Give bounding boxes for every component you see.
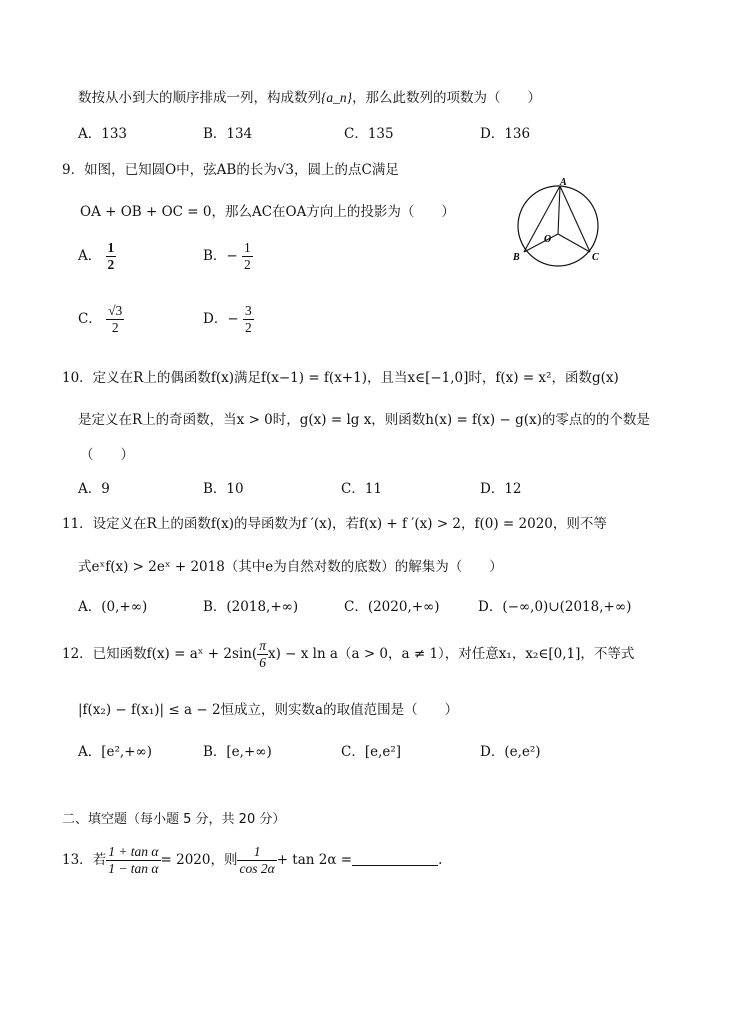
q13-frac1-num: 1 + tan α (108, 844, 159, 859)
q8-option-d: D．136 (480, 126, 531, 142)
q13-end: . (438, 852, 443, 868)
q12-pi-over-6 (257, 638, 268, 671)
q10-line3: （ ） (80, 447, 134, 463)
q11-line1: 11．设定义在R上的函数f(x)的导函数为f ′(x)，若f(x) + f ′(x) > 2，f(0) = 2020，则不等 (62, 516, 607, 532)
q13-frac2-num: 1 (237, 844, 276, 861)
q12-line1-post: x) − x ln a（a > 0，a ≠ 1），对任意x₁，x₂∈[0,1]，不等式 (267, 646, 635, 662)
q13-mid: = 2020，则 (160, 852, 238, 868)
chord-ac (560, 186, 590, 252)
q9-option-a-fraction (106, 240, 117, 273)
q9-line2: OA + OB + OC = 0，那么AC在OA方向上的投影为（ ） (80, 204, 455, 220)
q12-frac-den: 6 (259, 655, 266, 670)
q9-option-d (203, 303, 254, 336)
label-b: B (513, 252, 520, 263)
q11-line2: 式eˣf(x) > 2eˣ + 2018（其中e为自然对数的底数）的解集为（ ） (78, 559, 503, 575)
q9-c-den: 2 (111, 320, 119, 335)
q8-text-after: ，那么此数列的项数为（ ） (352, 90, 542, 106)
q9-option-c (78, 303, 124, 336)
q11-option-d: D．(−∞,0)∪(2018,+∞) (478, 599, 632, 615)
q12-frac-num: π (259, 638, 266, 653)
q9-option-b-fraction (242, 240, 253, 273)
q9-b-den: 2 (244, 257, 251, 272)
q12-option-c: C．[e,e²] (341, 744, 402, 760)
q8-option-b: B．134 (203, 126, 253, 142)
q13-frac2-den: cos 2α (239, 861, 275, 876)
q12-line2: |f(x₂) − f(x₁)| ≤ a − 2恒成立，则实数a的取值范围是（ ） (78, 702, 459, 718)
q13-suffix: + tan 2α = (276, 852, 353, 868)
q11-option-c: C．(2020,+∞) (344, 599, 440, 615)
q13-line (62, 844, 442, 877)
q8-text-before: 数按从小到大的顺序排成一列，构成数列 (78, 90, 321, 106)
q10-line1: 10．定义在R上的偶函数f(x)满足f(x−1) = f(x+1)，且当x∈[−1,0]时，f(x) = x²，函数g(x) (62, 370, 619, 386)
q9-option-d-fraction (243, 303, 254, 336)
q9-option-b-label: B．− (203, 248, 238, 264)
q9-a-den: 2 (107, 257, 115, 272)
q10-line2: 是定义在R上的奇函数，当x > 0时，g(x) = lg x，则函数h(x) = f(x) − g(x)的零点的的个数是 (78, 412, 650, 428)
q13-frac1-den: 1 − tan α (108, 861, 159, 876)
q13-answer-blank[interactable] (352, 851, 438, 866)
q9-d-den: 2 (244, 320, 252, 335)
q9-a-num: 1 (107, 240, 115, 255)
q8-tail-line (78, 86, 541, 106)
q9-option-d-label: D．− (203, 311, 239, 327)
q9-line1: 9．如图，已知圆O中，弦AB的长为√3，圆上的点C满足 (62, 162, 399, 178)
q10-option-b: B．10 (203, 481, 244, 497)
q13-frac1 (106, 844, 160, 877)
q9-option-c-label: C． (78, 311, 102, 327)
q11-option-b: B．(2018,+∞) (203, 599, 299, 615)
segment-oc (558, 234, 590, 252)
q12-option-b: B．[e,+∞) (203, 744, 272, 760)
q12-line1-pre: 12．已知函数f(x) = aˣ + 2sin( (62, 646, 258, 662)
q11-option-a: A．(0,+∞) (78, 599, 148, 615)
q9-option-a (78, 240, 116, 273)
q8-seq: {a_n} (321, 90, 353, 105)
q10-option-a: A．9 (78, 481, 110, 497)
q9-option-a-label: A． (78, 248, 102, 264)
section2-heading: 二、填空题（每小题 5 分，共 20 分） (62, 812, 286, 827)
q8-option-c: C．135 (344, 126, 394, 142)
q8-option-a: A．133 (78, 126, 128, 142)
q13-prefix: 13．若 (62, 852, 107, 868)
label-a: A (560, 178, 567, 188)
q12-option-d: D．(e,e²) (480, 744, 541, 760)
label-o: O (544, 234, 552, 245)
label-c: C (592, 252, 599, 263)
q13-frac2 (237, 844, 276, 877)
segment-oa (558, 186, 560, 234)
q10-option-c: C．11 (341, 481, 383, 497)
q10-option-d: D．12 (480, 481, 522, 497)
q9-c-num: √3 (108, 303, 123, 318)
q9-d-num: 3 (244, 303, 252, 318)
q9-option-c-fraction (106, 303, 124, 336)
q9-option-b (203, 240, 253, 273)
q12-line1 (62, 638, 634, 671)
q9-circle-figure (508, 178, 608, 272)
q9-b-num: 1 (244, 240, 251, 255)
q12-option-a: A．[e²,+∞) (78, 744, 153, 760)
